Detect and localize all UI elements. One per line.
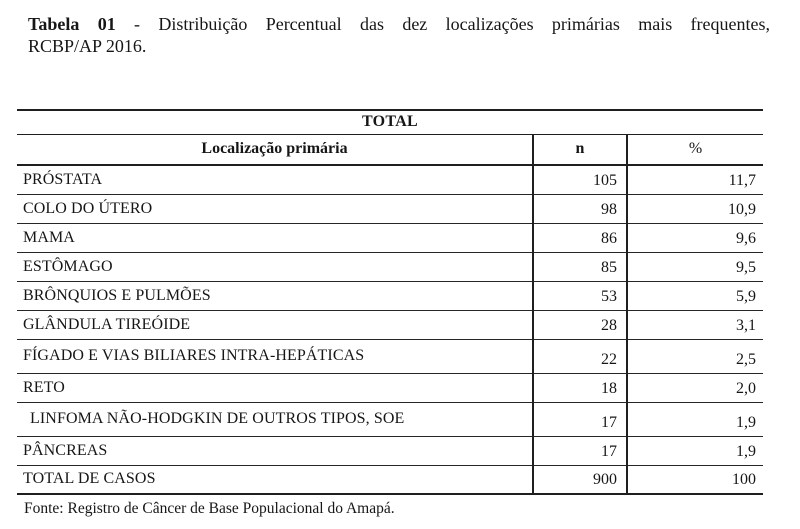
location-cell: GLÂNDULA TIREÓIDE: [17, 310, 533, 339]
count-cell: 17: [533, 436, 627, 465]
count-cell: 28: [533, 310, 627, 339]
location-cell: BRÔNQUIOS E PULMÕES: [17, 281, 533, 310]
percent-cell: 2,5: [627, 339, 763, 373]
frequency-table: [17, 109, 763, 495]
document-page: [0, 13, 800, 529]
count-cell: 900: [533, 465, 627, 494]
percent-cell: 100: [627, 465, 763, 494]
location-cell: ESTÔMAGO: [17, 252, 533, 281]
count-cell: 53: [533, 281, 627, 310]
count-cell: 18: [533, 373, 627, 402]
table-row: [17, 402, 763, 436]
location-cell: COLO DO ÚTERO: [17, 194, 533, 223]
table-row: [17, 252, 763, 281]
table-group-header: TOTAL: [17, 110, 763, 134]
count-cell: 98: [533, 194, 627, 223]
count-cell: 22: [533, 339, 627, 373]
table-row: [17, 339, 763, 373]
count-cell: 17: [533, 402, 627, 436]
caption-line-2: RCBP/AP 2016.: [28, 36, 147, 56]
location-cell: LINFOMA NÃO-HODGKIN DE OUTROS TIPOS, SOE: [17, 402, 533, 436]
location-cell: PÂNCREAS: [17, 436, 533, 465]
table-row: [17, 194, 763, 223]
percent-cell: 3,1: [627, 310, 763, 339]
percent-cell: 1,9: [627, 436, 763, 465]
caption-table-number: Tabela 01: [28, 14, 116, 34]
location-cell: MAMA: [17, 223, 533, 252]
caption-description: - Distribuição Percentual das dez localizações primárias mais frequentes,: [134, 14, 771, 34]
percent-cell: 9,6: [627, 223, 763, 252]
table-group-header-row: [17, 110, 763, 134]
location-cell: FÍGADO E VIAS BILIARES INTRA-HEPÁTICAS: [17, 339, 533, 373]
percent-cell: 5,9: [627, 281, 763, 310]
table-column-header-row: [17, 134, 763, 165]
column-header-percent: %: [627, 134, 763, 165]
table-row: [17, 223, 763, 252]
table-row: [17, 310, 763, 339]
percent-cell: 1,9: [627, 402, 763, 436]
caption-line-1: [28, 13, 770, 35]
column-header-location: Localização primária: [17, 134, 533, 165]
table-row: [17, 281, 763, 310]
table-row: [17, 465, 763, 494]
table-caption: [28, 13, 770, 57]
column-header-n: n: [533, 134, 627, 165]
location-cell: TOTAL DE CASOS: [23, 470, 156, 488]
table-body: [17, 165, 763, 494]
source-note: Fonte: Registro de Câncer de Base Populacional do Amapá.: [24, 500, 395, 517]
percent-cell: 11,7: [627, 165, 763, 194]
table-row: [17, 373, 763, 402]
count-cell: 105: [533, 165, 627, 194]
count-cell: 85: [533, 252, 627, 281]
location-cell: PRÓSTATA: [17, 165, 533, 194]
table-row: [17, 165, 763, 194]
percent-cell: 10,9: [627, 194, 763, 223]
percent-cell: 9,5: [627, 252, 763, 281]
table-row: [17, 436, 763, 465]
count-cell: 86: [533, 223, 627, 252]
percent-cell: 2,0: [627, 373, 763, 402]
location-cell: RETO: [17, 373, 533, 402]
